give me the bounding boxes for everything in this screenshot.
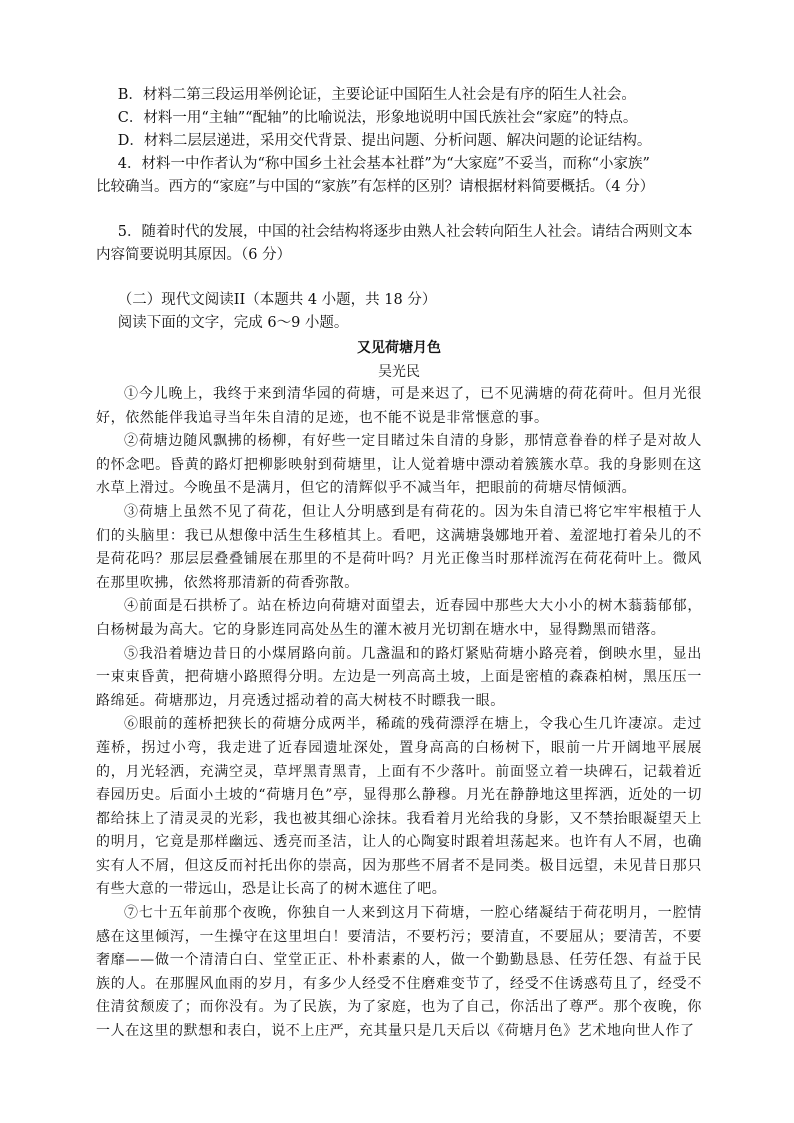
question-4-line-2: 比较确当。西方的“家庭”与中国的“家族”有怎样的区别？请根据材料简要概括。（4 分） <box>96 179 655 195</box>
exam-page <box>96 84 702 1044</box>
paragraph-1: ①今儿晚上，我终于来到清华园的荷塘，可是来迟了，已不见满塘的荷花荷叶。但月光很好，依然能伴我追寻当年朱自清的足迹，也不能不说是非常惬意的事。 <box>96 386 702 426</box>
article-author: 吴光民 <box>378 364 420 380</box>
paragraph-7: ⑦七十五年前那个夜晚，你独自一人来到这月下荷塘，一腔心绪凝结于荷花明月，一腔情感在这里倾泻，一生操守在这里坦白！要清洁，不要朽污；要清直，不要屈从；要清苦，不要奢靡——做一个清清白白、堂堂正正、朴朴素素的人，做一个勤勤恳恳、任劳任怨、有益于民族的人。在那腥风血雨的岁月，有多少人经受不住磨难变节了，经受不住诱惑苟且了，经受不住清贫颓废了；而你没有。为了民族，为了家庭，也为了自己，你活出了尊严。那个夜晚，你一人在这里的默想和表白，说不上庄严，充其量只是几天后以《荷塘月色》艺术地向世人作了 <box>96 905 702 1040</box>
paragraph-4: ④前面是石拱桥了。站在桥边向荷塘对面望去，近春园中那些大大小小的树木蓊蓊郁郁，白杨树最为高大。它的身影连同高处丛生的灌木被月光切割在塘水中，显得黝黑而错落。 <box>96 598 702 638</box>
question-5-line-2: 内容简要说明其原因。（6 分） <box>96 247 292 263</box>
paragraph-2: ②荷塘边随风飘拂的杨柳，有好些一定目睹过朱自清的身影，那情意眷眷的样子是对故人的怀念吧。昏黄的路灯把柳影映射到荷塘里，让人觉着塘中漂动着簇簇水草。我的身影则在这水草上滑过。今晚虽不是满月，但它的清辉似乎不减当年，把眼前的荷塘尽情倾洒。 <box>96 433 702 497</box>
option-c: C．材料一用“主轴”“配轴”的比喻说法，形象地说明中国氏族社会“家庭”的特点。 <box>117 110 638 126</box>
section-instruction: 阅读下面的文字，完成 6～9 小题。 <box>117 315 349 331</box>
paragraph-5: ⑤我沿着塘边昔日的小煤屑路向前。几盏温和的路灯紧贴荷塘小路亮着，倒映水里，显出一束束昏黄，把荷塘小路照得分明。左边是一列高高土坡，上面是密植的森森柏树，黑压压一路绵延。荷塘那边，月亮透过摇动着的高大树枝不时瞟我一眼。 <box>96 645 702 709</box>
option-b: B．材料二第三段运用举例论证，主要论证中国陌生人社会是有序的陌生人社会。 <box>117 87 636 103</box>
option-d: D．材料二层层递进，采用交代背景、提出问题、分析问题、解决问题的论证结构。 <box>117 133 652 149</box>
paragraph-3: ③荷塘上虽然不见了荷花，但让人分明感到是有荷花的。因为朱自清已将它牢牢根植于人们的头脑里：我已从想像中活生生移植其上。看吧，这满塘袅娜地开着、羞涩地打着朵儿的不是荷花吗？那层层叠叠铺展在那里的不是荷叶吗？月光正像当时那样流泻在荷花荷叶上。微风在那里吹拂，依然将那清新的荷香弥散。 <box>96 503 702 591</box>
section-heading: （二）现代文阅读II（本题共 4 小题，共 18 分） <box>117 292 437 308</box>
question-5 <box>96 221 702 267</box>
question-5-line-1: 5．随着时代的发展，中国的社会结构将逐步由熟人社会转向陌生人社会。请结合两则文本 <box>117 224 693 240</box>
question-4 <box>96 153 702 199</box>
article-title: 又见荷塘月色 <box>357 340 441 356</box>
question-4-line-1: 4．材料一中作者认为“称中国乡土社会基本社群”为“大家庭”不妥当，而称“小家族” <box>117 156 650 172</box>
section-header <box>96 289 702 335</box>
paragraph-6: ⑥眼前的莲桥把狭长的荷塘分成两半，稀疏的残荷漂浮在塘上，令我心生几许凄凉。走过莲桥，拐过小弯，我走进了近春园遗址深处，置身高高的白杨树下，眼前一片开阔地平展展的，月光轻洒，充满空灵，草坪黑青黑青，上面有不少落叶。前面竖立着一块碑石，记载着近春园历史。后面小土坡的“荷塘月色”亭，显得那么静穆。月光在静静地这里挥洒，近处的一切都给抹上了清灵灵的光彩，我也被其细心涂抹。我看着月光给我的身影，又不禁抬眼凝望天上的明月，它竟是那样幽远、透亮而圣洁，让人的心陶宴时跟着坦荡起来。也许有人不屑，也确实有人不屑，但这反而衬托出你的崇高，因为那些不屑者不是同类。极目远望，未见昔日那只有些大意的一带远山，恐是让长高了的树木遮住了吧。 <box>96 716 702 898</box>
article-body <box>96 383 702 1044</box>
